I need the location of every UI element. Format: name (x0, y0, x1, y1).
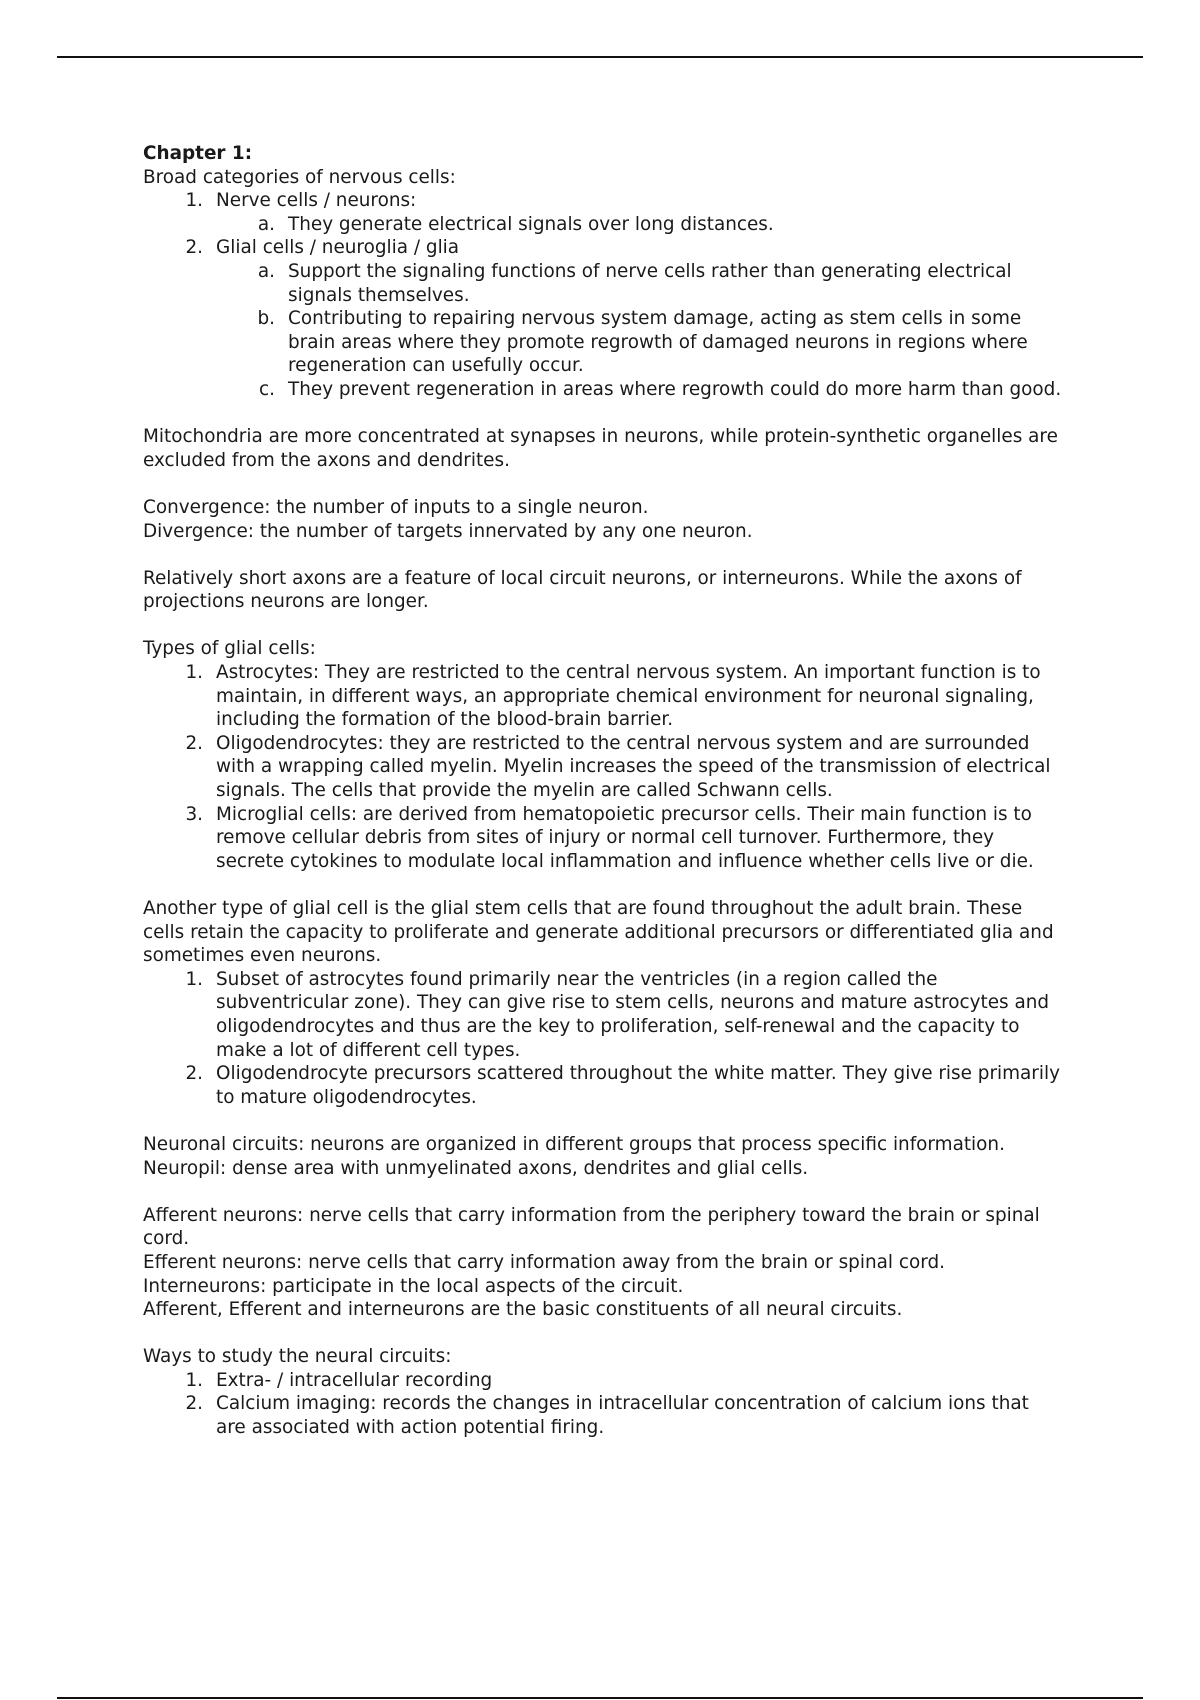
categories-list (143, 189, 1063, 401)
list-text: Calcium imaging: records the changes in intracellular concentration of calcium ions that are associated with action potential firing. (216, 1393, 1029, 1439)
list-text: Nerve cells / neurons: (216, 190, 417, 212)
chapter-title: Chapter 1: (143, 143, 253, 164)
paragraph-interneurons: Interneurons: participate in the local aspects of the circuit. (143, 1275, 684, 1297)
list-item (143, 1392, 1063, 1439)
list-number: 2. (185, 1393, 203, 1415)
list-text: Glial cells / neuroglia / glia (216, 237, 460, 259)
list-text: Astrocytes: They are restricted to the central nervous system. An important function is to maintain, in different ways, an appropriate chemical environment for neuronal signaling, including the formation of the blood-brain barrier. (216, 662, 1041, 731)
paragraph-afferent: Afferent neurons: nerve cells that carry information from the periphery toward the brain or spinal cord. (143, 1204, 1040, 1250)
paragraph-stem-cells: Another type of glial cell is the glial stem cells that are found throughout the adult brain. These cells retain the capacity to proliferate and generate additional precursors or differentiated glia and sometimes even neurons. (143, 898, 1054, 967)
list-item (143, 236, 1063, 260)
paragraph-convergence: Convergence: the number of inputs to a single neuron. (143, 496, 649, 518)
list-letter: c. (259, 378, 275, 400)
list-number: 1. (185, 662, 203, 684)
list-item (143, 968, 1063, 1062)
list-number: 3. (185, 803, 203, 825)
list-text: Subset of astrocytes found primarily near the ventricles (in a region called the subventricular zone). They can give rise to stem cells, neurons and mature astrocytes and oligodendrocytes and thus are the key to proliferation, self-renewal and the capacity to make a lot of different cell types. (216, 968, 1050, 1061)
list-letter: a. (257, 213, 275, 235)
study-list (143, 1369, 1063, 1440)
list-item (143, 1062, 1063, 1109)
list-item (143, 661, 1063, 732)
list-number: 2. (185, 237, 203, 259)
sub-list-item (143, 260, 1063, 307)
list-number: 1. (185, 968, 203, 990)
study-heading: Ways to study the neural circuits: (143, 1346, 452, 1368)
paragraph-circuits: Neuronal circuits: neurons are organized in different groups that process specific information. (143, 1133, 1005, 1155)
stem-cells-list (143, 968, 1063, 1110)
paragraph-categories: Broad categories of nervous cells: (143, 166, 456, 188)
paragraph-constituents: Afferent, Efferent and interneurons are the basic constituents of all neural circuits. (143, 1299, 903, 1321)
list-text: They generate electrical signals over long distances. (288, 213, 774, 235)
paragraph-efferent: Efferent neurons: nerve cells that carry information away from the brain or spinal cord. (143, 1251, 945, 1273)
list-text: Support the signaling functions of nerve cells rather than generating electrical signals themselves. (288, 260, 1012, 306)
list-text: Oligodendrocyte precursors scattered throughout the white matter. They give rise primarily to mature oligodendrocytes. (216, 1063, 1060, 1108)
document-body (143, 142, 1063, 1440)
list-text: Microglial cells: are derived from hematopoietic precursor cells. Their main function is to remove cellular debris from sites of injury or normal cell turnover. Furthermore, they secrete cytokines to modulate local inflammation and influence whether cells live or die. (216, 803, 1034, 872)
list-text: Oligodendrocytes: they are restricted to the central nervous system and are surrounded with a wrapping called myelin. Myelin increases the speed of the transmission of electrical signals. The cells that provide the myelin are called Schwann cells. (216, 732, 1051, 802)
paragraph-axons: Relatively short axons are a feature of local circuit neurons, or interneurons. While the axons of projections neurons are longer. (143, 567, 1022, 613)
list-number: 1. (185, 190, 203, 212)
list-text: They prevent regeneration in areas where regrowth could do more harm than good. (288, 378, 1062, 400)
list-text: Extra- / intracellular recording (216, 1369, 493, 1391)
list-text: Contributing to repairing nervous system damage, acting as stem cells in some brain areas where they promote regrowth of damaged neurons in regions where regeneration can usefully occur. (288, 308, 1028, 377)
paragraph-neuropil: Neuropil: dense area with unmyelinated axons, dendrites and glial cells. (143, 1157, 809, 1179)
header-rule (57, 56, 1143, 58)
glial-types-list (143, 661, 1063, 873)
list-item (143, 189, 1063, 213)
list-number: 2. (185, 1063, 203, 1085)
paragraph-mitochondria: Mitochondria are more concentrated at synapses in neurons, while protein-synthetic organelles are excluded from the axons and dendrites. (143, 426, 1058, 471)
list-number: 2. (185, 732, 203, 754)
list-number: 1. (185, 1369, 203, 1391)
list-item (143, 803, 1063, 874)
list-letter: b. (257, 308, 275, 330)
sub-list-item (143, 378, 1063, 402)
list-item (143, 732, 1063, 803)
sub-list-item (143, 213, 1063, 237)
paragraph-divergence: Divergence: the number of targets innervated by any one neuron. (143, 520, 753, 542)
list-item (143, 1369, 1063, 1393)
glial-types-heading: Types of glial cells: (143, 638, 316, 660)
list-letter: a. (257, 260, 275, 282)
footer-rule (57, 1697, 1143, 1699)
sub-list-item (143, 307, 1063, 378)
